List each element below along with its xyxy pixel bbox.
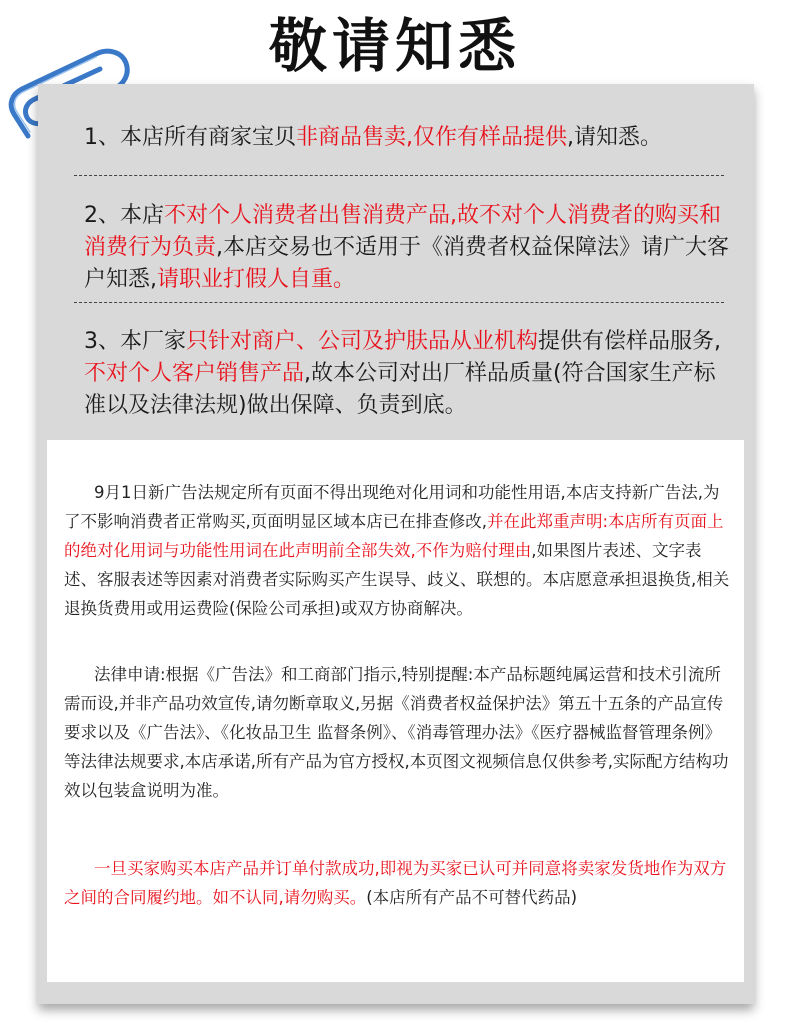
statement-paragraph-ad-law (64, 478, 732, 623)
statement-paragraph-purchase (64, 854, 732, 912)
notice-text: ,故本公司对出厂样品质量(符合国家生产标准以及法律法规)做出保障、负责到底。 (84, 361, 716, 418)
notice-highlight: 不对个人客户销售产品 (84, 361, 305, 386)
notice-item-3 (84, 326, 734, 422)
notice-text: 2、本店 (84, 203, 164, 228)
notice-highlight: 不对个人消费者出售消费产品,故不对个人消费者的购买和消费行为负责 (84, 203, 721, 260)
dashed-divider (74, 302, 724, 303)
notice-item-2 (84, 200, 734, 296)
notice-text: 1、本店所有商家宝贝 (84, 125, 296, 150)
notice-highlight: 只针对商户、公司及护肤品从业机构 (186, 329, 539, 354)
notice-highlight: 请职业打假人自重。 (157, 267, 356, 292)
statement-text: 9月1日新广告法规定所有页面不得出现绝对化用词和功能性用语,本店支持新广告法,为了不影响消费者正常购买,页面明显区域本店已在排查修改, (64, 483, 720, 531)
statement-text: ,如果图片表述、文字表述、客服表述等因素对消费者实际购买产生误导、歧义、联想的。本店愿意承担退换货,相关退换货费用或用运费险(保险公司承担)或双方协商解决。 (64, 541, 730, 618)
dashed-divider (74, 175, 724, 176)
notice-highlight: 非商品售卖,仅作有样品提供 (296, 125, 567, 150)
statement-highlight: 一旦买家购买本店产品并订单付款成功,即视为买家已认可并同意将卖家发货地作为双方之间的合同履约地。如不认同,请勿购买。 (64, 859, 727, 907)
statement-text: (本店所有产品不可替代药品) (366, 888, 578, 907)
notice-text: ,本店交易也不适用于《消费者权益保障法》请广大客户知悉, (84, 235, 730, 292)
notice-text: 3、本厂家 (84, 329, 186, 354)
statement-highlight: 并在此郑重声明:本店所有页面上的绝对化用词与功能性用词在此声明前全部失效,不作为赔付理由 (64, 512, 724, 560)
notice-text: 提供有偿样品服务, (538, 329, 722, 354)
notice-text: ,请知悉。 (567, 125, 662, 150)
notice-item-1 (84, 122, 734, 154)
page-title: 敬请知悉 (268, 12, 521, 80)
statement-paragraph-legal: 法律申请:根据《广告法》和工商部门指示,特别提醒:本产品标题纯属运营和技术引流所需而设,并非产品功效宣传,请勿断章取义,另据《消费者权益保护法》第五十五条的产品宣传要求以及《广告法》、《化妆品卫生 监督条例》、《消毒管理办法》《医疗器械监督管理条例》等法律法规要求,本店承诺,所有产品为官方授权,本页图文视频信息仅供参考,实际配方结构功效以包装盒说明为准。 (64, 665, 729, 800)
